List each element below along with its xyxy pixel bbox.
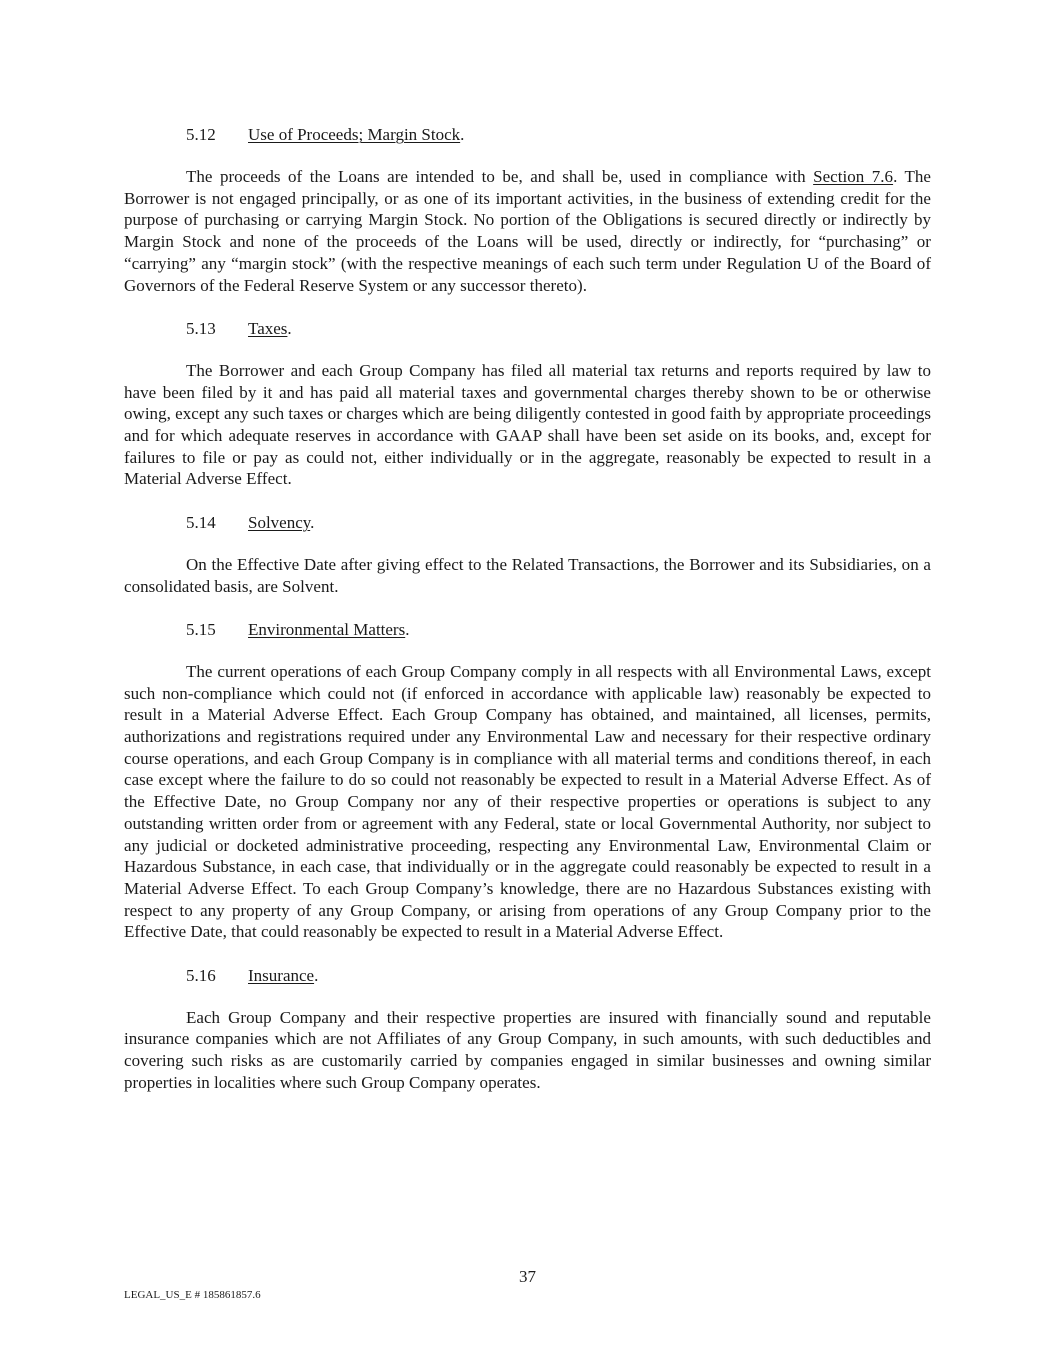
body-text-prefix: The proceeds of the Loans are intended to be, and shall be, used in compliance with bbox=[186, 167, 814, 186]
section-title-text: Insurance bbox=[248, 965, 315, 985]
section-heading-5-12 bbox=[124, 124, 931, 146]
section-number: 5.12 bbox=[186, 125, 216, 144]
section-title-period: . bbox=[460, 125, 465, 144]
section-title-period: . bbox=[405, 619, 410, 639]
page-number: 37 bbox=[519, 1267, 536, 1286]
section-title-text: Solvency bbox=[248, 512, 311, 532]
section-body-5-15: The current operations of each Group Company comply in all respects with all Environmental Laws, except such non-compliance which could not (if enforced in accordance with applicable law) reasonably be expected to result in a Material Adverse Effect. Each Group Company has obtained, and maintained, all licenses, permits, authorizations and registrations required under any Environmental Law and necessary for their respective ordinary course operations, and each Group Company is in compliance with all material terms and conditions thereof, in each case except where the failure to do so could not reasonably be expected to result in a Material Adverse Effect. As of the Effective Date, no Group Company nor any of their respective properties or operations is subject to any outstanding written order from or agreement with any Federal, state or local Governmental Authority, nor subject to any judicial or docketed administrative proceeding, respecting any Environmental Law, Environmental Claim or Hazardous Substance, in each case, that individually or in the aggregate could reasonably be expected to result in a Material Adverse Effect. To each Group Company’s knowledge, there are no Hazardous Substances existing with respect to any property of any Group Company, or arising from operations of any Group Company prior to the Effective Date, that could reasonably be expected to result in a Material Adverse Effect. bbox=[124, 661, 931, 942]
section-title-text: Environmental Matters bbox=[248, 619, 406, 639]
section-body-5-14: On the Effective Date after giving effect to the Related Transactions, the Borrower and its Subsidiaries, on a consolidated basis, are Solvent. bbox=[124, 554, 931, 596]
section-heading-5-13 bbox=[124, 318, 931, 340]
section-number: 5.13 bbox=[186, 318, 216, 338]
section-title-period: . bbox=[310, 512, 315, 532]
section-title-text: Taxes bbox=[248, 318, 288, 338]
section-reference-link: Section 7.6 bbox=[813, 167, 894, 186]
section-heading-5-15 bbox=[124, 619, 931, 641]
section-heading-5-16 bbox=[124, 965, 931, 987]
section-title-period: . bbox=[287, 318, 292, 338]
document-page bbox=[124, 124, 931, 1115]
section-number: 5.15 bbox=[186, 619, 216, 639]
section-heading-5-14 bbox=[124, 512, 931, 534]
section-title-period: . bbox=[314, 965, 319, 985]
section-title-text: Use of Proceeds; Margin Stock bbox=[248, 125, 461, 144]
section-body-5-16: Each Group Company and their respective properties are insured with financially sound and reputable insurance companies which are not Affiliates of any Group Company, in such amounts, with such deductibles and covering such risks as are customarily carried by companies engaged in similar businesses and owning similar properties in localities where such Group Company operates. bbox=[124, 1007, 931, 1092]
section-title bbox=[248, 512, 314, 534]
section-title bbox=[248, 318, 292, 340]
section-title bbox=[248, 965, 318, 987]
section-number: 5.16 bbox=[186, 965, 216, 985]
section-number: 5.14 bbox=[186, 512, 216, 532]
body-text-suffix: . The Borrower is not engaged principally, or as one of its important activities, in the business of extending credit for the purpose of purchasing or carrying Margin Stock. No portion of the Obligations is secured directly or indirectly by Margin Stock and none of the proceeds of the Loans will be used, directly or indirectly, for “purchasing” or “carrying” any “margin stock” (with the respective meanings of each such term under Regulation U of the Board of Governors of the Federal Reserve System or any successor thereto). bbox=[124, 167, 931, 295]
section-title bbox=[248, 619, 409, 641]
document-id: LEGAL_US_E # 185861857.6 bbox=[124, 1289, 261, 1301]
section-body-5-12 bbox=[124, 166, 931, 296]
section-title bbox=[248, 124, 464, 146]
section-body-5-13: The Borrower and each Group Company has filed all material tax returns and reports required by law to have been filed by it and has paid all material taxes and governmental charges thereby shown to be or otherwise owing, except any such taxes or charges which are being diligently contested in good faith by appropriate proceedings and for which adequate reserves in accordance with GAAP shall have been set aside on its books, and, except for failures to file or pay as could not, either individually or in the aggregate, reasonably be expected to result in a Material Adverse Effect. bbox=[124, 360, 931, 489]
